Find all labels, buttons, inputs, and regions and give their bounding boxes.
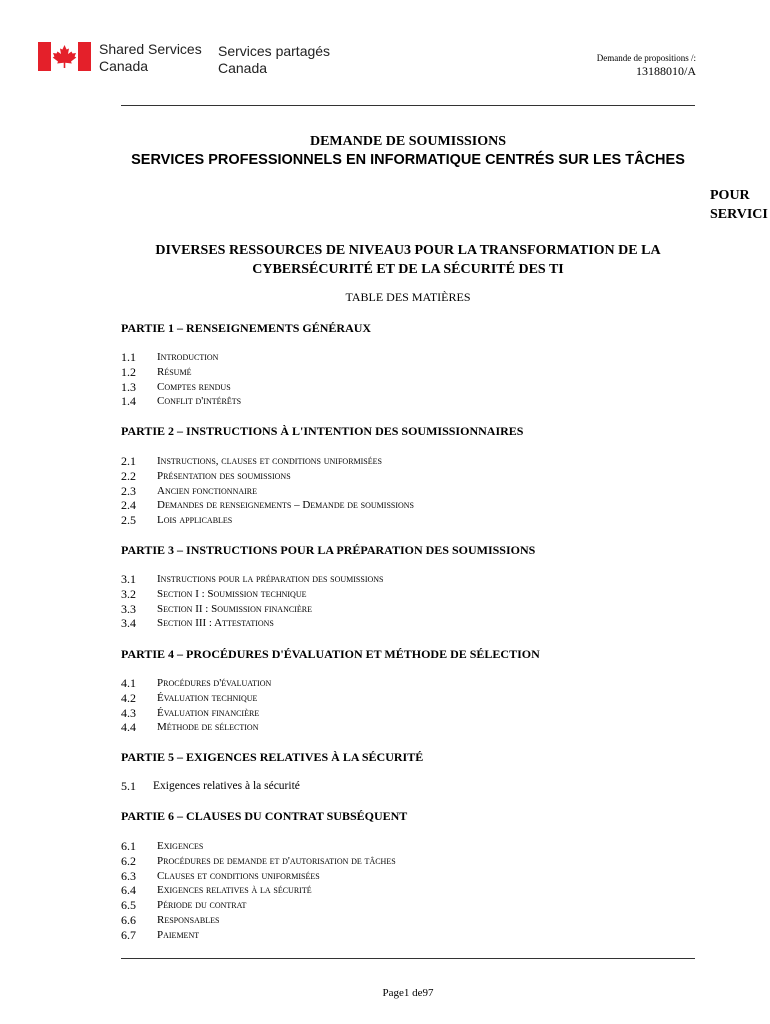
toc-item-number: 1.2 (121, 364, 136, 379)
reference-number: 13188010/A (636, 64, 696, 78)
toc-part-4-title: PARTIE 4 – PROCÉDURES D'ÉVALUATION ET MÉTHODE DE SÉLECTION (121, 647, 540, 661)
toc-item-label: Section III : Attestations (157, 617, 274, 630)
toc-item[interactable] (121, 484, 414, 499)
toc-item-label: Responsables (157, 913, 220, 926)
toc-item[interactable] (121, 350, 241, 365)
toc-heading: TABLE DES MATIÈRES (345, 290, 471, 304)
org-name-fr-line2: Canada (218, 60, 268, 76)
toc-part-2-title: PARTIE 2 – INSTRUCTIONS À L'INTENTION DES SOUMISSIONNAIRES (121, 424, 524, 438)
toc-item-number: 6.1 (121, 839, 136, 853)
org-name-fr-line1: Services partagés (218, 43, 331, 59)
toc-item-label: Présentation des soumissions (157, 469, 291, 482)
toc-part-3-title: PARTIE 3 – INSTRUCTIONS POUR LA PRÉPARATION DES SOUMISSIONS (121, 543, 536, 557)
toc-item-label: Exigences relatives à la sécurité (153, 780, 300, 792)
toc-item[interactable] (121, 454, 414, 469)
toc-item-label: Exigences (157, 840, 204, 852)
document-title: DEMANDE DE SOUMISSIONS (309, 134, 507, 149)
toc-item[interactable] (121, 365, 241, 380)
toc-item-number: 4.4 (121, 720, 136, 735)
toc-item-number: 6.5 (121, 898, 136, 913)
toc-item[interactable] (121, 513, 414, 528)
toc-item[interactable] (121, 572, 384, 587)
project-title: DIVERSES RESSOURCES DE NIVEAU3 POUR LA TRANSFORMATION DE LA CYBERSÉCURITÉ ET DE LA SÉCURITÉ DES TI (155, 243, 661, 277)
org-name-fr (218, 43, 330, 77)
toc-part-1-items (121, 350, 241, 409)
canada-flag-icon (38, 42, 91, 71)
org-name-en-line2: Canada (99, 58, 149, 74)
toc-item-label: Méthode de sélection (157, 721, 259, 734)
toc-item-number: 6.4 (121, 883, 136, 898)
toc-item-number: 3.3 (121, 601, 136, 616)
toc-item-number: 1.4 (121, 394, 136, 409)
page-number: Page1 de97 (382, 987, 434, 999)
toc-item-number: 3.1 (121, 572, 136, 586)
toc-item-label: Introduction (157, 351, 219, 363)
toc-part-1-title: PARTIE 1 – RENSEIGNEMENTS GÉNÉRAUX (121, 321, 372, 335)
toc-item[interactable] (121, 587, 384, 602)
toc-item[interactable] (121, 602, 384, 617)
toc-item-number: 1.3 (121, 379, 136, 394)
toc-item-number: 6.3 (121, 868, 136, 883)
toc-item-number: 4.3 (121, 705, 136, 720)
toc-item-label: Ancien fonctionnaire (157, 484, 258, 497)
toc-item-number: 1.1 (121, 350, 136, 364)
toc-part-2-items (121, 454, 414, 528)
toc-item[interactable] (121, 498, 414, 513)
toc-item[interactable] (121, 676, 271, 691)
toc-item[interactable] (121, 869, 396, 884)
toc-item-number: 4.2 (121, 690, 136, 705)
overflow-side-text: POUR SERVICI (710, 188, 768, 222)
toc-item-label: Période du contrat (157, 899, 247, 912)
org-name-en-line1: Shared Services (99, 41, 202, 57)
toc-item-label: Procédures de demande et d'autorisation de tâches (157, 854, 396, 867)
toc-item-number: 5.1 (121, 779, 136, 793)
toc-item[interactable] (121, 913, 396, 928)
toc-part-5-title: PARTIE 5 – EXIGENCES RELATIVES À LA SÉCURITÉ (121, 750, 424, 764)
toc-item-number: 3.2 (121, 586, 136, 601)
org-name-en (99, 41, 202, 75)
toc-part-6-title: PARTIE 6 – CLAUSES DU CONTRAT SUBSÉQUENT (121, 809, 408, 823)
toc-part-5-items (121, 779, 300, 794)
toc-item[interactable] (121, 706, 271, 721)
toc-item[interactable] (121, 854, 396, 869)
toc-item[interactable] (121, 928, 396, 943)
toc-item[interactable] (121, 616, 384, 631)
document-subtitle: SERVICES PROFESSIONNELS EN INFORMATIQUE CENTRÉS SUR LES TÂCHES (131, 152, 685, 168)
toc-item-label: Demandes de renseignements – Demande de soumissions (157, 499, 415, 512)
toc-item-label: Conflit d'intérêts (157, 395, 242, 408)
toc-item-number: 3.4 (121, 616, 136, 631)
toc-item-label: Section II : Soumission financière (157, 602, 312, 615)
toc-item[interactable] (121, 839, 396, 854)
toc-item[interactable] (121, 720, 271, 735)
toc-item-label: Exigences relatives à la sécurité (157, 884, 312, 897)
toc-item-label: Clauses et conditions uniformisées (157, 869, 320, 882)
toc-part-4-items (121, 676, 271, 735)
toc-item[interactable] (121, 883, 396, 898)
toc-item[interactable] (121, 898, 396, 913)
toc-item[interactable] (121, 691, 271, 706)
toc-item-number: 4.1 (121, 676, 136, 690)
toc-item-label: Comptes rendus (157, 380, 231, 393)
toc-item-number: 2.5 (121, 513, 136, 528)
toc-item-label: Section I : Soumission technique (157, 587, 307, 600)
toc-item-number: 2.4 (121, 498, 136, 513)
toc-item-label: Résumé (157, 365, 192, 378)
toc-item-number: 2.3 (121, 483, 136, 498)
toc-item-number: 6.2 (121, 853, 136, 868)
toc-item-number: 6.6 (121, 912, 136, 927)
toc-item-number: 2.2 (121, 468, 136, 483)
toc-item-label: Évaluation financière (157, 706, 260, 719)
reference-label: Demande de propositions /: (596, 53, 696, 63)
toc-part-3-items (121, 572, 384, 631)
toc-item-label: Évaluation technique (157, 691, 258, 704)
header-divider (121, 105, 695, 106)
toc-item-label: Lois applicables (157, 514, 233, 527)
toc-item-number: 6.7 (121, 927, 136, 942)
toc-item[interactable] (121, 380, 241, 395)
toc-item[interactable] (121, 779, 300, 794)
toc-item-label: Procédures d'évaluation (157, 677, 272, 689)
toc-item-label: Instructions, clauses et conditions uniformisées (157, 455, 382, 467)
footer-divider (121, 958, 695, 959)
toc-item-label: Instructions pour la préparation des soumissions (157, 573, 384, 585)
toc-item[interactable] (121, 469, 414, 484)
toc-item-label: Paiement (157, 928, 200, 941)
toc-item[interactable] (121, 394, 241, 409)
toc-item-number: 2.1 (121, 454, 136, 468)
toc-part-6-items (121, 839, 396, 943)
